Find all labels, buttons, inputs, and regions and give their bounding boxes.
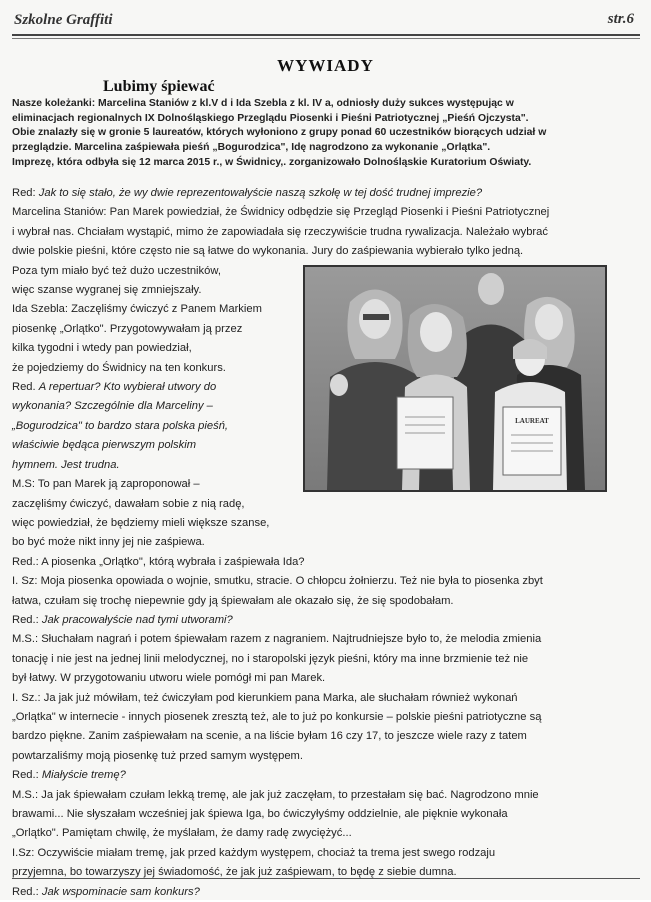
speaker-label: M.S.:: [12, 633, 39, 646]
speaker-label: Red:: [12, 187, 36, 199]
speaker-label: I. Sz.:: [12, 691, 41, 704]
speaker-label: Red.:: [12, 769, 39, 782]
section-title: WYWIADY: [277, 56, 374, 75]
header-rule: [12, 34, 640, 36]
line-text: Miałyście tremę?: [41, 769, 126, 782]
line-text: zaczęliśmy ćwiczyć, dawałam sobie z nią radę,: [12, 497, 245, 510]
line-text: przyjemna, bo towarzyszy jej świadomość, że jak już zaśpiewam, to będę z siebie dumna.: [12, 866, 457, 879]
line-text: tonację i nie jest na jednej linii melodycznej, no i staropolski język pieśni, który ma inne brzmienie też nie: [12, 652, 529, 665]
line-text: więc powiedział, że będziemy mieli większe szanse,: [12, 516, 270, 529]
line-text: piosenkę „Orlątko". Przygotowywałam ją przez: [12, 322, 243, 335]
photo-illustration: [305, 267, 605, 490]
interview-line: [12, 495, 638, 514]
interview-line: [12, 203, 638, 222]
line-text: Zaczęliśmy ćwiczyć z Panem Markiem: [71, 303, 262, 316]
line-text: kilka tygodni i wtedy pan powiedział,: [12, 342, 192, 355]
line-text: „Bogurodzica" to bardzo stara polska pieśń,: [12, 419, 229, 432]
interview-line: [12, 824, 638, 843]
magazine-title: Szkolne Graffiti: [14, 12, 113, 28]
interview-line: [12, 863, 638, 882]
lead-line: przeglądzie. Marcelina zaśpiewała pieśń „Bogurodzica", Idę nagrodzono za wykonanie „Orlątka".: [12, 142, 491, 154]
line-text: „Orlątko". Pamiętam chwilę, że myślałam, że damy radę zwyciężyć...: [12, 827, 352, 840]
interview-line: [12, 223, 638, 242]
interview-line: [12, 669, 638, 688]
line-text: brawami... Nie słyszałam wcześniej jak śpiewa Iga, bo ćwiczyłyśmy oddzielnie, ale pięknie wykonała: [12, 808, 508, 820]
speaker-label: I. Sz:: [12, 575, 38, 588]
line-text: że pojedziemy do Świdnicy na ten konkurs.: [12, 361, 226, 374]
line-text: Słuchałam nagrań i potem śpiewałam razem z nagraniem. Najtrudniejsze było to, że melodia zmienia: [41, 633, 542, 646]
line-text: „Orlątka" w internecie - innych piosenek zresztą też, ale to już po konkursie – polskie pieśni patriotyczne są: [12, 710, 542, 723]
line-text: Ja jak już mówiłam, też ćwiczyłam pod kierunkiem pana Marka, ale słuchałam również wykonań: [43, 691, 518, 704]
line-text: Poza tym miało być też dużo uczestników,: [12, 264, 221, 277]
interview-line: [12, 650, 638, 669]
speaker-label: Marcelina Staniów:: [12, 206, 107, 219]
interview-line: [12, 786, 638, 805]
line-text: A piosenka „Orlątko", którą wybrała i zaśpiewała Ida?: [41, 555, 305, 568]
line-text: Oczywiście miałam tremę, jak przed każdym występem, chociaż ta trema jest swego rodzaju: [37, 846, 496, 859]
lead-line: Imprezę, która odbyła się 12 marca 2015 r., w Świdnicy,. zorganizowało Dolnośląskie Kuratorium Oświaty.: [12, 156, 532, 168]
article-headline: Lubimy śpiewać: [103, 78, 215, 95]
speaker-label: I.Sz:: [12, 846, 35, 859]
lead-line: Obie znalazły się w gronie 5 laureatów, których wyłoniono z grupy ponad 60 uczestników biorących udział w: [12, 127, 547, 139]
interview-line: [12, 727, 638, 746]
line-text: i wybrał nas. Chciałam wystąpić, mimo że zapowiadała się rzeczywiście trudna rywalizacja. Należało wybrać: [12, 225, 548, 238]
header-rule-thin: [12, 38, 640, 39]
line-text: właściwie będąca pierwszym polskim: [12, 439, 197, 452]
interview-line: [12, 572, 638, 591]
speaker-label: Red.:: [12, 885, 39, 898]
line-text: więc szanse wygranej się zmniejszały.: [12, 284, 202, 297]
line-text: bardzo piękne. Zanim zaśpiewałam na scenie, a na liście byłam 16 czy 17, to jeszcze wiele razy z tatem: [12, 730, 527, 743]
speaker-label: Ida Szebla:: [12, 303, 68, 316]
line-text: To pan Marek ją zaproponował –: [37, 478, 200, 491]
interview-line: [12, 553, 638, 572]
interview-line: [12, 592, 638, 611]
interview-line: [12, 883, 638, 902]
interview-line: [12, 766, 638, 785]
speaker-label: M.S.:: [12, 788, 39, 801]
footer-rule: [12, 878, 640, 879]
line-text: łatwa, czułam się trochę niepewnie gdy ją śpiewałam ale okazało się, że się spodobałam.: [12, 594, 454, 607]
line-text: powtarzaliśmy moją piosenkę tuż przed samym występem.: [12, 749, 303, 762]
line-text: Jak to się stało, że wy dwie reprezentowałyście naszą szkołę w tej dość trudnej imprezie?: [38, 187, 483, 199]
interview-line: [12, 611, 638, 630]
line-text: A repertuar? Kto wybierał utwory do: [38, 381, 217, 394]
interview-line: [12, 747, 638, 766]
line-text: Pan Marek powiedział, że Świdnicy odbędzie się Przegląd Piosenki i Pieśni Patriotycznej: [109, 206, 550, 219]
interview-line: [12, 708, 638, 727]
lead-line: Nasze koleżanki: Marcelina Staniów z kl.V d i Ida Szebla z kl. IV a, odniosły duży sukces występując w: [12, 98, 514, 109]
speaker-label: M.S:: [12, 478, 35, 491]
interview-line: [12, 514, 638, 533]
line-text: Jak pracowałyście nad tymi utworami?: [41, 613, 233, 626]
interview-line: [12, 844, 638, 863]
speaker-label: Red.: [12, 381, 36, 394]
line-text: dwie polskie pieśni, które często nie są łatwe do wykonania. Jury do zaśpiewania wybierało tylko jedną.: [12, 245, 524, 258]
line-text: bo być może nikt inny jej nie zaśpiewa.: [12, 536, 205, 549]
speaker-label: Red.:: [12, 613, 39, 626]
interview-line: [12, 689, 638, 708]
interview-line: [12, 242, 638, 261]
interview-line: [12, 533, 638, 552]
line-text: Ja jak śpiewałam czułam lekką tremę, ale jak już zaczęłam, to przestałam się bać. Nagrodzono mnie: [41, 788, 539, 801]
lead-line: eliminacjach regionalnych IX Dolnośląskiego Przeglądu Piosenki i Pieśni Patriotycznej „Pieśń Ojczysta".: [12, 112, 529, 124]
line-text: hymnem. Jest trudna.: [12, 458, 120, 471]
article-lead: [12, 97, 638, 171]
group-photo: [303, 265, 607, 492]
interview-line: [12, 184, 638, 203]
diploma-label: LAUREAT: [515, 417, 549, 425]
line-text: wykonania? Szczególnie dla Marceliny –: [12, 400, 213, 413]
interview-line: [12, 805, 638, 824]
line-text: był łatwy. W przygotowaniu utworu wiele pomógł mi pan Marek.: [12, 672, 326, 685]
line-text: Moja piosenka opowiada o wojnie, smutku, stracie. O chłopcu żołnierzu. Też nie była to piosenka zbyt: [40, 575, 543, 588]
page-number: str.6: [607, 11, 634, 27]
interview-line: [12, 630, 638, 649]
page-header: [12, 8, 640, 34]
speaker-label: Red.:: [12, 555, 39, 568]
line-text: Jak wspominacie sam konkurs?: [41, 885, 200, 898]
